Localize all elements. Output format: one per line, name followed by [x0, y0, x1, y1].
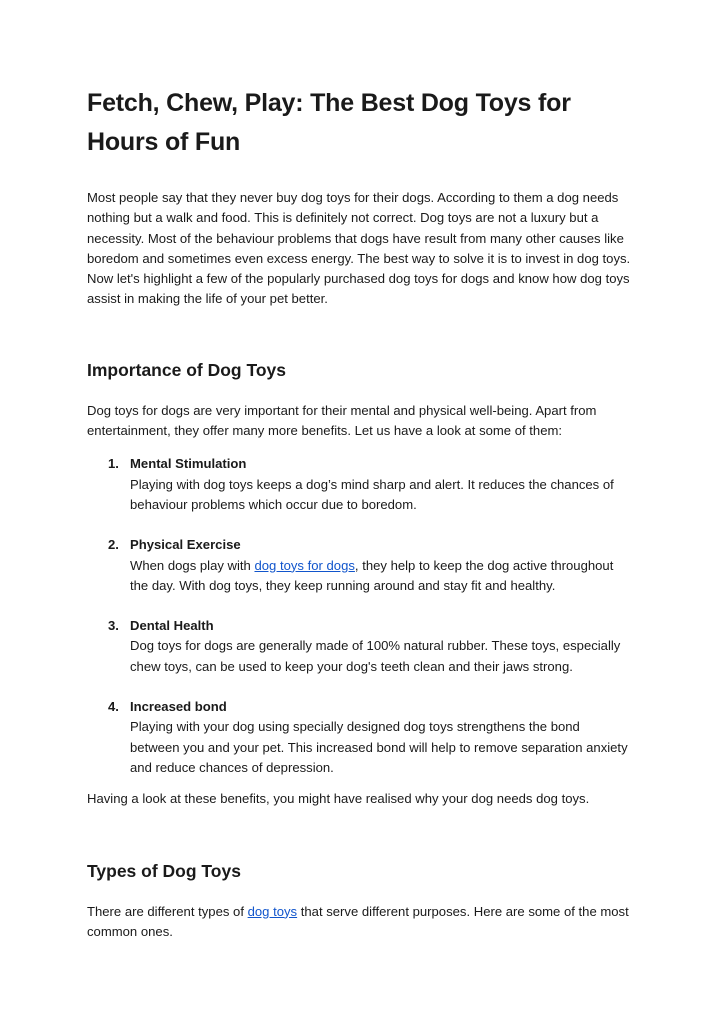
list-item-description — [130, 556, 632, 597]
types-heading: Types of Dog Toys — [87, 860, 241, 881]
list-item-title: Mental Stimulation — [130, 456, 247, 472]
importance-heading: Importance of Dog Toys — [87, 359, 286, 380]
dog-toys-for-dogs-link[interactable]: dog toys for dogs — [254, 557, 355, 573]
list-item-physical-exercise — [87, 535, 632, 596]
description-text: , they help to keep the dog active throughout the day. With dog toys, they keep running around and stay fit and healthy. — [130, 557, 614, 593]
list-item-description: Playing with your dog using specially designed dog toys strengthens the bond between you and your pet. This increased bond will help to remove separation anxiety and reduce chances of depression. — [130, 719, 628, 775]
benefits-list — [87, 454, 632, 778]
list-number: 1. — [108, 456, 119, 472]
types-text: There are different types of — [87, 903, 248, 919]
types-paragraph — [87, 902, 632, 943]
list-item-title: Increased bond — [130, 699, 227, 715]
importance-intro: Dog toys for dogs are very important for their mental and physical well-being. Apart from entertainment, they offer many more benefits. Let us have a look at some of them: — [87, 402, 597, 439]
list-item-title: Dental Health — [130, 618, 214, 634]
intro-paragraph: Most people say that they never buy dog toys for their dogs. According to them a dog needs nothing but a walk and food. This is definitely not correct. Dog toys are not a luxury but a necessity. Most of the behaviour problems that dogs have result from many other causes like boredom and sometimes even excess energy. The best way to solve it is to invest in dog toys. Now let's highlight a few of the popularly purchased dog toys for dogs and know how dog toys assist in making the life of your pet better. — [87, 190, 631, 307]
list-item-description: Playing with dog toys keeps a dog’s mind sharp and alert. It reduces the chances of behaviour problems which occur due to boredom. — [130, 476, 614, 512]
list-item-description: Dog toys for dogs are generally made of 100% natural rubber. These toys, especially chew toys, can be used to keep your dog's teeth clean and their jaws strong. — [130, 638, 621, 674]
importance-closing: Having a look at these benefits, you might have realised why your dog needs dog toys. — [87, 791, 590, 807]
list-number: 4. — [108, 699, 119, 715]
dog-toys-link[interactable]: dog toys — [247, 903, 298, 919]
list-number: 3. — [108, 618, 119, 634]
types-text: that serve different purposes. Here are some of the most common ones. — [87, 903, 629, 939]
list-item-title: Physical Exercise — [130, 537, 241, 553]
list-item-mental-stimulation — [87, 454, 632, 515]
list-item-increased-bond — [87, 697, 632, 778]
list-item-dental-health — [87, 616, 632, 677]
list-number: 2. — [108, 537, 119, 553]
description-text: When dogs play with — [130, 557, 255, 573]
article-title: Fetch, Chew, Play: The Best Dog Toys for Hours of Fun — [87, 89, 571, 156]
